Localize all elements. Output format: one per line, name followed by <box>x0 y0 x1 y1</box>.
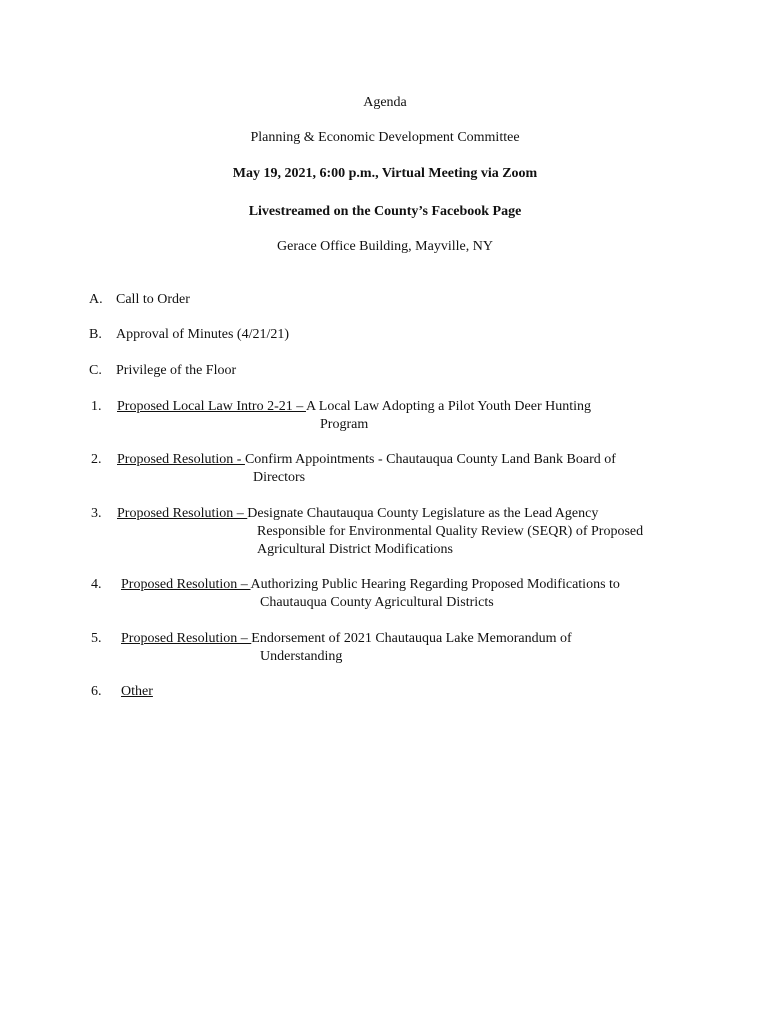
item-line-3: Agricultural District Modifications <box>257 542 453 557</box>
item-line-1 <box>117 451 616 469</box>
meeting-location: Gerace Office Building, Mayville, NY <box>277 239 493 254</box>
item-line-2: Chautauqua County Agricultural Districts <box>260 595 494 610</box>
item-marker: A. <box>89 292 103 307</box>
item-text: Designate Chautauqua County Legislature as the Lead Agency <box>247 506 599 521</box>
item-line-1 <box>117 505 598 523</box>
item-label: Proposed Local Law Intro 2-21 – <box>117 399 306 414</box>
item-line-2: Understanding <box>260 649 343 664</box>
item-line-2: Directors <box>253 470 306 485</box>
meeting-info: May 19, 2021, 6:00 p.m., Virtual Meeting via Zoom <box>232 166 538 181</box>
item-marker: 3. <box>91 506 102 521</box>
item-text: Authorizing Public Hearing Regarding Proposed Modifications to <box>250 577 620 592</box>
item-marker: 5. <box>91 631 102 646</box>
item-marker: 6. <box>91 684 102 699</box>
item-marker: 1. <box>91 399 102 414</box>
committee-name: Planning & Economic Development Committee <box>250 130 520 145</box>
item-text: A Local Law Adopting a Pilot Youth Deer Hunting <box>305 399 592 414</box>
item-text: Approval of Minutes (4/21/21) <box>116 327 290 342</box>
item-marker: B. <box>89 327 102 342</box>
item-text: Privilege of the Floor <box>116 363 237 378</box>
item-line-2: Responsible for Environmental Quality Review (SEQR) of Proposed <box>257 524 644 539</box>
item-text: Endorsement of 2021 Chautauqua Lake Memorandum of <box>251 631 572 646</box>
item-line-1 <box>117 398 591 416</box>
item-line-1 <box>121 630 572 648</box>
item-line-2: Program <box>320 417 369 432</box>
item-marker: C. <box>89 363 102 378</box>
item-label: Proposed Resolution – <box>121 577 251 592</box>
item-text: Call to Order <box>116 292 190 307</box>
item-line-1 <box>121 576 620 594</box>
item-label: Proposed Resolution – <box>121 631 252 646</box>
item-marker: 4. <box>91 577 102 592</box>
livestream-info: Livestreamed on the County’s Facebook Page <box>248 204 522 219</box>
item-marker: 2. <box>91 452 102 467</box>
item-text: Confirm Appointments - Chautauqua County Land Bank Board of <box>244 452 616 467</box>
item-label: Other <box>121 684 153 699</box>
item-label: Proposed Resolution – <box>117 506 248 521</box>
item-label: Proposed Resolution - <box>117 452 245 467</box>
document-title: Agenda <box>363 95 407 110</box>
